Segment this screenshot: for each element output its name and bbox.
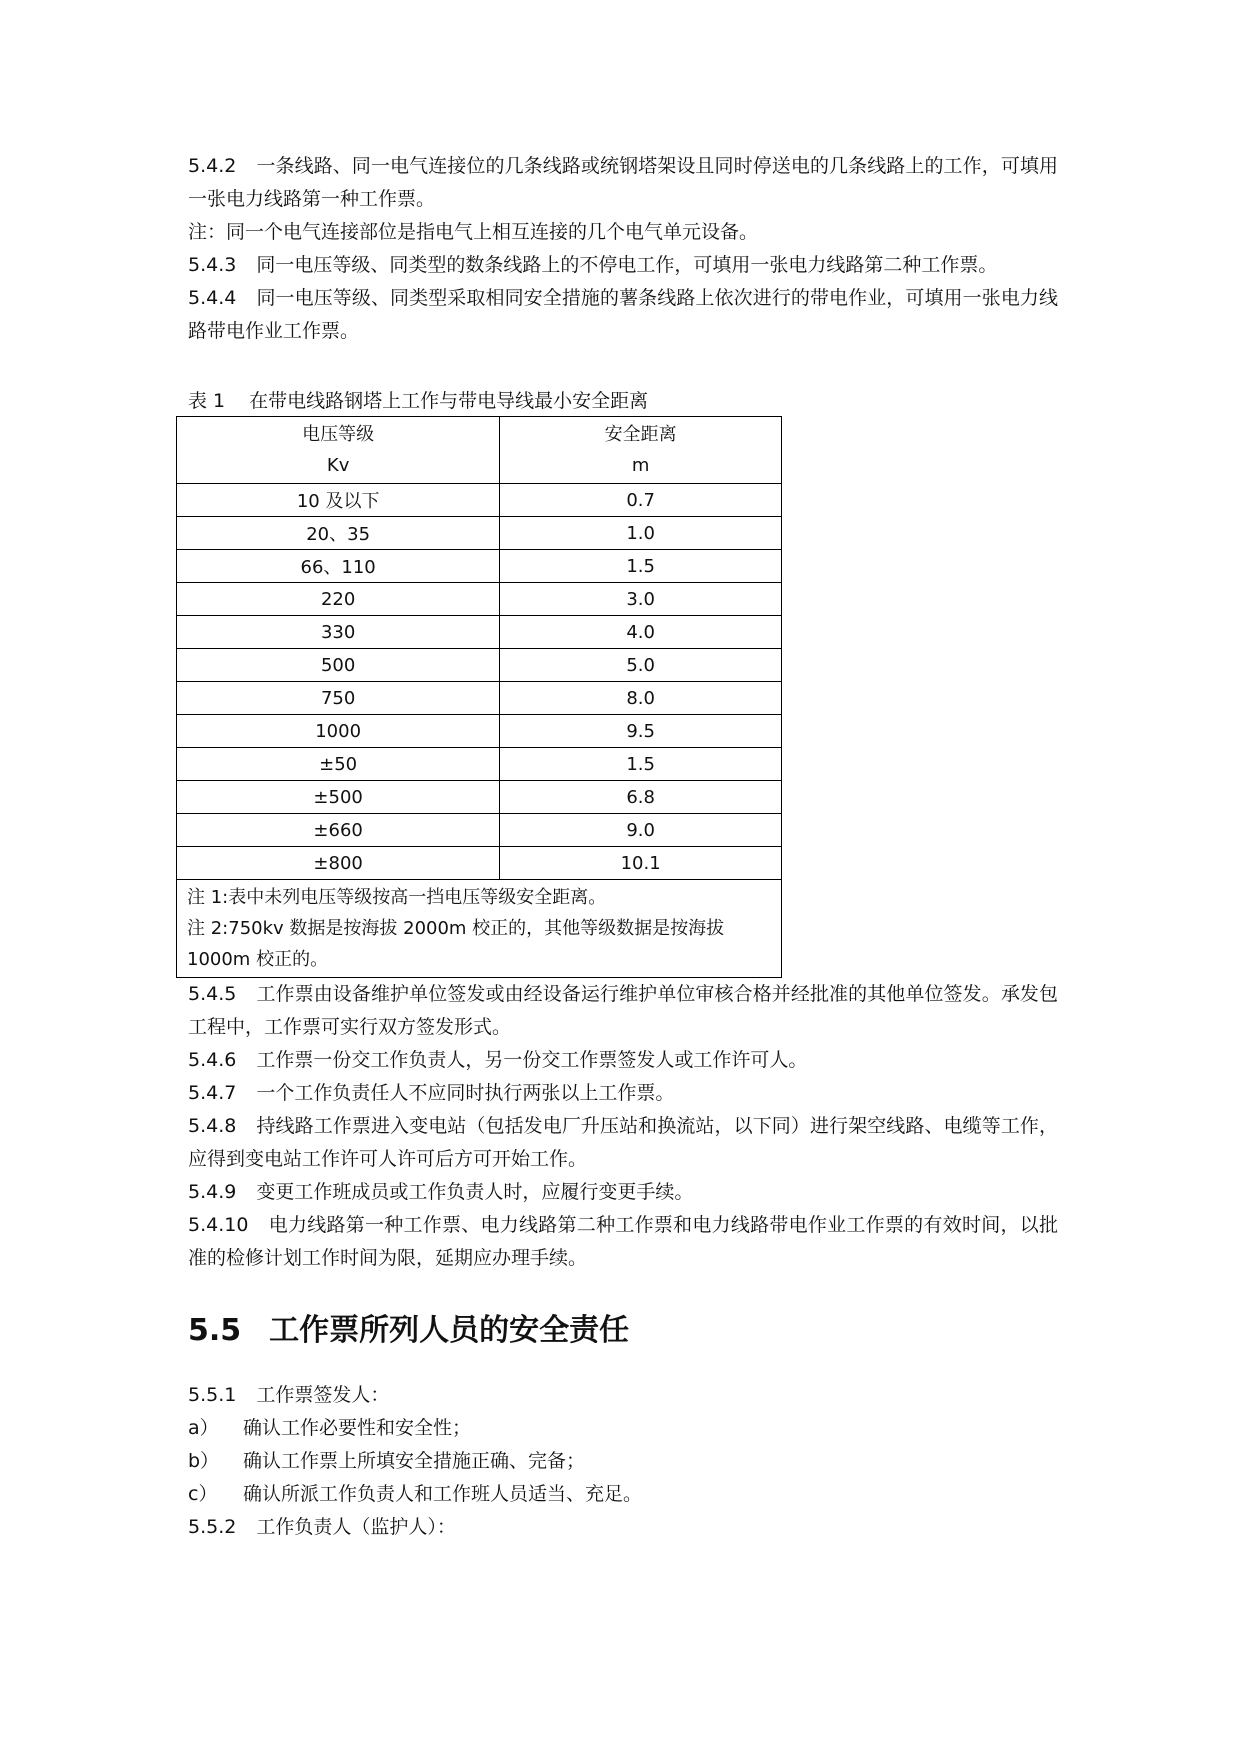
table-notes-row [177, 880, 782, 978]
table-row: ±50 1.5 [177, 748, 782, 781]
clause-5-4-7: 5.4.7 一个工作负责任人不应同时执行两张以上工作票。 [188, 1082, 675, 1104]
table-note-2: 注 2:750kv 数据是按海拔 2000m 校正的，其他等级数据是按海拔 1000m 校正的。 [187, 918, 725, 970]
header-distance: 安全距离 m [500, 417, 782, 484]
table-row: 500 5.0 [177, 649, 782, 682]
list-item: c） 确认所派工作负责人和工作班人员适当、充足。 [188, 1483, 643, 1505]
list-item: a） 确认工作必要性和安全性； [188, 1417, 472, 1439]
table-row: 750 8.0 [177, 682, 782, 715]
table-header-row [177, 417, 782, 484]
clause-5-4-3: 5.4.3 同一电压等级、同类型的数条线路上的不停电工作，可填用一张电力线路第二种工作票。 [188, 254, 998, 276]
note-paragraph: 注：同一个电气连接部位是指电气上相互连接的几个电气单元设备。 [188, 221, 759, 243]
list-item: b） 确认工作票上所填安全措施正确、完备； [188, 1450, 586, 1472]
safety-distance-table [176, 416, 782, 978]
table-row: 1000 9.5 [177, 715, 782, 748]
table-row: ±500 6.8 [177, 781, 782, 814]
table-row: 330 4.0 [177, 616, 782, 649]
clause-5-5-2: 5.5.2 工作负责人（监护人）： [188, 1516, 456, 1538]
table-row: 220 3.0 [177, 583, 782, 616]
clause-5-4-10: 5.4.10 电力线路第一种工作票、电力线路第二种工作票和电力线路带电作业工作票的有效时间，以批准的检修计划工作时间为限，延期应办理手续。 [188, 1214, 1058, 1269]
table-row: ±800 10.1 [177, 847, 782, 880]
document-page [188, 150, 1058, 1544]
clause-5-5-1: 5.5.1 工作票签发人： [188, 1384, 390, 1406]
table-caption: 表 1 在带电线路钢塔上工作与带电导线最小安全距离 [188, 390, 649, 412]
header-voltage: 电压等级 Kv [177, 417, 500, 484]
table-row: ±660 9.0 [177, 814, 782, 847]
table-row: 10 及以下 0.7 [177, 484, 782, 517]
table-note-1: 注 1:表中未列电压等级按高一挡电压等级安全距离。 [187, 887, 607, 908]
clause-5-4-8: 5.4.8 持线路工作票进入变电站（包括发电厂升压站和换流站，以下同）进行架空线路、电缆等工作，应得到变电站工作许可人许可后方可开始工作。 [188, 1115, 1058, 1170]
section-heading: 5.5 工作票所列人员的安全责任 [188, 1313, 630, 1348]
table-notes [177, 880, 782, 978]
table-row: 66、110 1.5 [177, 550, 782, 583]
table-row: 20、35 1.0 [177, 517, 782, 550]
clause-5-4-2: 5.4.2 一条线路、同一电气连接位的几条线路或统钢塔架设且同时停送电的几条线路上的工作，可填用一张电力线路第一种工作票。 [188, 155, 1058, 210]
clause-5-4-5: 5.4.5 工作票由设备维护单位签发或由经设备运行维护单位审核合格并经批准的其他单位签发。承发包工程中，工作票可实行双方签发形式。 [188, 983, 1058, 1038]
clause-5-4-6: 5.4.6 工作票一份交工作负责人，另一份交工作票签发人或工作许可人。 [188, 1049, 808, 1071]
clause-5-4-9: 5.4.9 变更工作班成员或工作负责人时，应履行变更手续。 [188, 1181, 694, 1203]
clause-5-4-4: 5.4.4 同一电压等级、同类型采取相同安全措施的薯条线路上依次进行的带电作业，可填用一张电力线路带电作业工作票。 [188, 287, 1058, 342]
